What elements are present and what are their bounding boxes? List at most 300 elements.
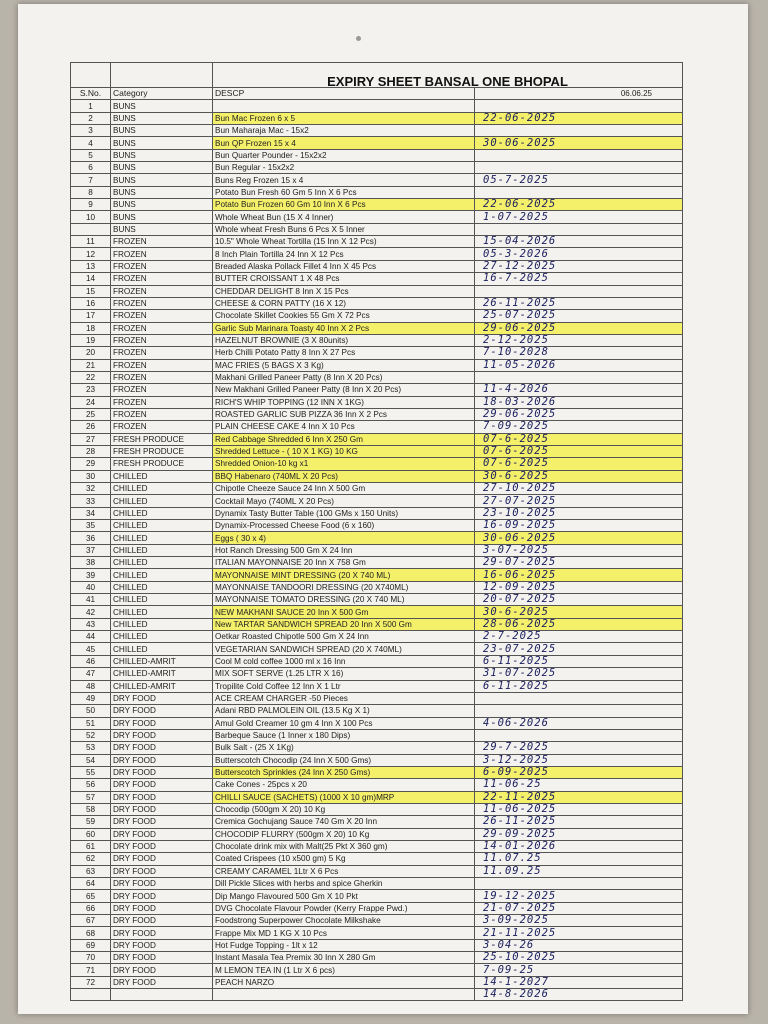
- row-desc: DVG Chocolate Flavour Powder (Kerry Frappe Pwd.): [213, 902, 475, 914]
- table-row: [71, 149, 683, 161]
- row-desc: Bun QP Frozen 15 x 4: [213, 137, 475, 149]
- row-expiry: 3-04-26: [475, 939, 683, 951]
- row-category: CHILLED: [111, 520, 213, 532]
- row-expiry: 14-8-2026: [475, 989, 683, 1001]
- table-row: [71, 396, 683, 408]
- row-desc: Dynamix-Processed Cheese Food (6 x 160): [213, 520, 475, 532]
- row-sno: 23: [71, 384, 111, 396]
- row-expiry: 30-06-2025: [475, 532, 683, 544]
- row-sno: 43: [71, 618, 111, 630]
- row-category: FROZEN: [111, 285, 213, 297]
- table-row: [71, 976, 683, 988]
- table-row: [71, 557, 683, 569]
- row-desc: Cremica Gochujang Sauce 740 Gm X 20 Inn: [213, 816, 475, 828]
- row-expiry: 28-06-2025: [475, 618, 683, 630]
- row-expiry: 29-06-2025: [475, 408, 683, 420]
- row-desc: Chocolate drink mix with Malt(25 Pkt X 360 gm): [213, 840, 475, 852]
- row-category: CHILLED-AMRIT: [111, 680, 213, 692]
- row-desc: MAYONNAISE TOMATO DRESSING (20 X 740 ML): [213, 594, 475, 606]
- row-sno: 19: [71, 334, 111, 346]
- row-sno: 69: [71, 939, 111, 951]
- row-sno: 24: [71, 396, 111, 408]
- row-sno: 20: [71, 347, 111, 359]
- table-row: [71, 779, 683, 791]
- table-row: [71, 816, 683, 828]
- row-category: DRY FOOD: [111, 902, 213, 914]
- row-category: BUNS: [111, 162, 213, 174]
- row-expiry: [475, 100, 683, 112]
- row-expiry: 26-11-2025: [475, 816, 683, 828]
- row-category: BUNS: [111, 199, 213, 211]
- row-desc: VEGETARIAN SANDWICH SPREAD (20 X 740ML): [213, 643, 475, 655]
- row-category: CHILLED: [111, 483, 213, 495]
- table-row: [71, 865, 683, 877]
- row-category: FRESH PRODUCE: [111, 433, 213, 445]
- row-desc: MAYONNAISE TANDOORI DRESSING (20 X740ML): [213, 581, 475, 593]
- row-desc: CHEDDAR DELIGHT 8 Inn X 15 Pcs: [213, 285, 475, 297]
- row-desc: Bulk Salt - (25 X 1Kg): [213, 742, 475, 754]
- row-sno: 52: [71, 729, 111, 741]
- row-sno: 28: [71, 445, 111, 457]
- row-expiry: [475, 371, 683, 383]
- row-sno: 57: [71, 791, 111, 803]
- table-row: [71, 445, 683, 457]
- row-sno: 10: [71, 211, 111, 223]
- row-expiry: 2-12-2025: [475, 334, 683, 346]
- row-desc: Tropilite Cold Coffee 12 Inn X 1 Ltr: [213, 680, 475, 692]
- row-expiry: 30-06-2025: [475, 137, 683, 149]
- row-expiry: 07-6-2025: [475, 445, 683, 457]
- table-row: [71, 742, 683, 754]
- row-category: DRY FOOD: [111, 803, 213, 815]
- row-desc: PEACH NARZO: [213, 976, 475, 988]
- row-expiry: 30-6-2025: [475, 470, 683, 482]
- table-row: [71, 853, 683, 865]
- row-desc: Chocolate Skillet Cookies 55 Gm X 72 Pcs: [213, 310, 475, 322]
- row-desc: [213, 100, 475, 112]
- row-expiry: 27-10-2025: [475, 483, 683, 495]
- row-sno: 17: [71, 310, 111, 322]
- table-row: [71, 520, 683, 532]
- row-desc: Hot Ranch Dressing 500 Gm X 24 Inn: [213, 544, 475, 556]
- row-desc: Cool M cold coffee 1000 ml x 16 Inn: [213, 655, 475, 667]
- row-sno: 40: [71, 581, 111, 593]
- table-row: [71, 371, 683, 383]
- row-expiry: 6-09-2025: [475, 766, 683, 778]
- row-desc: Eggs ( 30 x 4): [213, 532, 475, 544]
- table-row: [71, 692, 683, 704]
- row-desc: CHOCODIP FLURRY (500gm X 20) 10 Kg: [213, 828, 475, 840]
- table-row: [71, 705, 683, 717]
- row-sno: 11: [71, 236, 111, 248]
- row-category: FRESH PRODUCE: [111, 445, 213, 457]
- table-row: [71, 174, 683, 186]
- row-sno: 45: [71, 643, 111, 655]
- row-sno: 70: [71, 952, 111, 964]
- row-sno: [71, 223, 111, 235]
- table-row: [71, 544, 683, 556]
- row-category: CHILLED: [111, 631, 213, 643]
- table-row: [71, 297, 683, 309]
- row-category: DRY FOOD: [111, 840, 213, 852]
- row-category: CHILLED: [111, 606, 213, 618]
- row-expiry: 29-07-2025: [475, 557, 683, 569]
- table-row: [71, 964, 683, 976]
- table-row: [71, 211, 683, 223]
- table-row: [71, 285, 683, 297]
- row-sno: 35: [71, 520, 111, 532]
- row-expiry: 7-09-2025: [475, 421, 683, 433]
- table-row: [71, 828, 683, 840]
- row-sno: 39: [71, 569, 111, 581]
- row-expiry: [475, 729, 683, 741]
- row-expiry: 23-10-2025: [475, 507, 683, 519]
- row-expiry: 14-01-2026: [475, 840, 683, 852]
- row-sno: 32: [71, 483, 111, 495]
- table-row: [71, 631, 683, 643]
- row-expiry: [475, 878, 683, 890]
- table-row: [71, 458, 683, 470]
- row-expiry: 23-07-2025: [475, 643, 683, 655]
- row-category: CHILLED: [111, 544, 213, 556]
- row-sno: 68: [71, 927, 111, 939]
- row-desc: Frappe Mix MD 1 KG X 10 Pcs: [213, 927, 475, 939]
- row-desc: PLAIN CHEESE CAKE 4 Inn X 10 Pcs: [213, 421, 475, 433]
- row-category: FROZEN: [111, 236, 213, 248]
- table-row: [71, 470, 683, 482]
- row-expiry: 7-09-25: [475, 964, 683, 976]
- row-category: DRY FOOD: [111, 915, 213, 927]
- row-category: FROZEN: [111, 384, 213, 396]
- table-row: [71, 495, 683, 507]
- row-category: FROZEN: [111, 297, 213, 309]
- row-category: BUNS: [111, 211, 213, 223]
- row-sno: 16: [71, 297, 111, 309]
- row-expiry: 30-6-2025: [475, 606, 683, 618]
- row-expiry: 29-09-2025: [475, 828, 683, 840]
- row-desc: Cake Cones - 25pcs x 20: [213, 779, 475, 791]
- table-row: [71, 939, 683, 951]
- table-row: [71, 766, 683, 778]
- table-row: [71, 223, 683, 235]
- row-sno: 14: [71, 273, 111, 285]
- row-sno: 71: [71, 964, 111, 976]
- row-sno: 61: [71, 840, 111, 852]
- row-desc: Dynamix Tasty Butter Table (100 GMs x 150 Units): [213, 507, 475, 519]
- table-row: [71, 878, 683, 890]
- row-desc: Hot Fudge Topping - 1lt x 12: [213, 939, 475, 951]
- row-sno: 59: [71, 816, 111, 828]
- table-row: [71, 581, 683, 593]
- table-row: [71, 334, 683, 346]
- row-category: BUNS: [111, 223, 213, 235]
- row-category: DRY FOOD: [111, 766, 213, 778]
- row-sno: 46: [71, 655, 111, 667]
- row-desc: Amul Gold Creamer 10 gm 4 Inn X 100 Pcs: [213, 717, 475, 729]
- row-expiry: 11-06-2025: [475, 803, 683, 815]
- row-category: CHILLED: [111, 532, 213, 544]
- row-desc: Garlic Sub Marinara Toasty 40 Inn X 2 Pcs: [213, 322, 475, 334]
- table-row: [71, 594, 683, 606]
- row-sno: 33: [71, 495, 111, 507]
- table-row: [71, 273, 683, 285]
- row-category: DRY FOOD: [111, 878, 213, 890]
- header-desc: DESCP: [213, 88, 475, 100]
- row-desc: Bun Maharaja Mac - 15x2: [213, 125, 475, 137]
- table-row: [71, 137, 683, 149]
- row-sno: 55: [71, 766, 111, 778]
- row-category: DRY FOOD: [111, 717, 213, 729]
- row-sno: 47: [71, 668, 111, 680]
- row-desc: Foodstrong Superpower Chocolate Milkshake: [213, 915, 475, 927]
- row-category: CHILLED: [111, 495, 213, 507]
- row-sno: 53: [71, 742, 111, 754]
- table-row: [71, 199, 683, 211]
- row-category: DRY FOOD: [111, 828, 213, 840]
- row-expiry: 29-7-2025: [475, 742, 683, 754]
- row-sno: 56: [71, 779, 111, 791]
- table-row: [71, 236, 683, 248]
- table-row: [71, 532, 683, 544]
- row-category: FROZEN: [111, 322, 213, 334]
- table-row: [71, 754, 683, 766]
- row-expiry: 16-06-2025: [475, 569, 683, 581]
- row-desc: Butterscotch Sprinkles (24 Inn X 250 Gms): [213, 766, 475, 778]
- table-row: [71, 915, 683, 927]
- table-row: [71, 680, 683, 692]
- row-sno: 30: [71, 470, 111, 482]
- row-category: FROZEN: [111, 248, 213, 260]
- row-expiry: 6-11-2025: [475, 680, 683, 692]
- row-category: DRY FOOD: [111, 952, 213, 964]
- sheet-title: EXPIRY SHEET BANSAL ONE BHOPAL: [213, 63, 683, 88]
- row-sno: 51: [71, 717, 111, 729]
- row-desc: Buns Reg Frozen 15 x 4: [213, 174, 475, 186]
- row-category: FROZEN: [111, 371, 213, 383]
- row-expiry: 4-06-2026: [475, 717, 683, 729]
- table-row: [71, 260, 683, 272]
- row-sno: 44: [71, 631, 111, 643]
- row-desc: RICH'S WHIP TOPPING (12 INN X 1KG): [213, 396, 475, 408]
- row-expiry: 31-07-2025: [475, 668, 683, 680]
- row-sno: 64: [71, 878, 111, 890]
- row-expiry: [475, 705, 683, 717]
- table-row: [71, 618, 683, 630]
- table-row: [71, 803, 683, 815]
- row-desc: Chocodip (500gm X 20) 10 Kg: [213, 803, 475, 815]
- table-row: [71, 729, 683, 741]
- row-desc: Coated Crispees (10 x500 gm) 5 Kg: [213, 853, 475, 865]
- row-expiry: 22-06-2025: [475, 199, 683, 211]
- table-row: [71, 359, 683, 371]
- table-row: [71, 655, 683, 667]
- row-category: DRY FOOD: [111, 927, 213, 939]
- row-category: DRY FOOD: [111, 976, 213, 988]
- row-category: CHILLED: [111, 581, 213, 593]
- punch-hole: [356, 36, 361, 41]
- row-desc: CHILLI SAUCE (SACHETS) (1000 X 10 gm)MRP: [213, 791, 475, 803]
- row-desc: [213, 989, 475, 1001]
- table-row: [71, 421, 683, 433]
- row-desc: Barbeque Sauce (1 Inner x 180 Dips): [213, 729, 475, 741]
- row-category: DRY FOOD: [111, 705, 213, 717]
- table-row: [71, 322, 683, 334]
- row-desc: CHEESE & CORN PATTY (16 X 12): [213, 297, 475, 309]
- row-desc: Instant Masala Tea Premix 30 Inn X 280 Gm: [213, 952, 475, 964]
- table-row: [71, 125, 683, 137]
- row-desc: ROASTED GARLIC SUB PIZZA 36 Inn X 2 Pcs: [213, 408, 475, 420]
- row-desc: MAC FRIES (5 BAGS X 3 Kg): [213, 359, 475, 371]
- row-sno: 62: [71, 853, 111, 865]
- row-desc: Cocktail Mayo (740ML X 20 Pcs): [213, 495, 475, 507]
- row-category: FROZEN: [111, 347, 213, 359]
- row-expiry: 2-7-2025: [475, 631, 683, 643]
- row-desc: ACE CREAM CHARGER -50 Pieces: [213, 692, 475, 704]
- table-row: [71, 310, 683, 322]
- row-sno: 8: [71, 186, 111, 198]
- row-sno: 5: [71, 149, 111, 161]
- row-expiry: 26-11-2025: [475, 297, 683, 309]
- row-desc: Whole wheat Fresh Buns 6 Pcs X 5 Inner: [213, 223, 475, 235]
- row-category: FROZEN: [111, 260, 213, 272]
- row-category: [111, 989, 213, 1001]
- row-sno: 26: [71, 421, 111, 433]
- table-row: [71, 606, 683, 618]
- row-desc: Bun Quarter Pounder - 15x2x2: [213, 149, 475, 161]
- row-sno: 18: [71, 322, 111, 334]
- row-desc: Makhani Grilled Paneer Patty (8 Inn X 20 Pcs): [213, 371, 475, 383]
- row-category: DRY FOOD: [111, 791, 213, 803]
- expiry-table: [70, 62, 683, 1001]
- row-expiry: 21-07-2025: [475, 902, 683, 914]
- row-expiry: [475, 125, 683, 137]
- row-category: CHILLED: [111, 507, 213, 519]
- row-desc: Potato Bun Fresh 60 Gm 5 Inn X 6 Pcs: [213, 186, 475, 198]
- row-expiry: 11-05-2026: [475, 359, 683, 371]
- table-row: [71, 347, 683, 359]
- header-category: Category: [111, 88, 213, 100]
- row-category: DRY FOOD: [111, 865, 213, 877]
- row-expiry: 3-09-2025: [475, 915, 683, 927]
- row-expiry: 7-10-2028: [475, 347, 683, 359]
- row-desc: Breaded Alaska Pollack Fillet 4 Inn X 45 Pcs: [213, 260, 475, 272]
- row-sno: 36: [71, 532, 111, 544]
- row-desc: Whole Wheat Bun (15 X 4 Inner): [213, 211, 475, 223]
- row-category: FROZEN: [111, 421, 213, 433]
- row-sno: 37: [71, 544, 111, 556]
- row-expiry: 6-11-2025: [475, 655, 683, 667]
- row-desc: NEW MAKHANI SAUCE 20 Inn X 500 Gm: [213, 606, 475, 618]
- row-sno: 1: [71, 100, 111, 112]
- row-category: BUNS: [111, 174, 213, 186]
- row-sno: 60: [71, 828, 111, 840]
- row-sno: 48: [71, 680, 111, 692]
- row-desc: Bun Mac Frozen 6 x 5: [213, 112, 475, 124]
- table-row: [71, 989, 683, 1001]
- sheet-date: 06.06.25: [475, 88, 683, 100]
- table-row: [71, 112, 683, 124]
- row-sno: 50: [71, 705, 111, 717]
- row-category: FROZEN: [111, 334, 213, 346]
- row-sno: 4: [71, 137, 111, 149]
- row-expiry: 22-06-2025: [475, 112, 683, 124]
- row-expiry: 3-12-2025: [475, 754, 683, 766]
- row-sno: 9: [71, 199, 111, 211]
- row-category: DRY FOOD: [111, 754, 213, 766]
- row-category: CHILLED: [111, 569, 213, 581]
- row-expiry: 19-12-2025: [475, 890, 683, 902]
- row-expiry: 29-06-2025: [475, 322, 683, 334]
- row-category: DRY FOOD: [111, 964, 213, 976]
- table-row: [71, 717, 683, 729]
- row-category: FROZEN: [111, 310, 213, 322]
- row-expiry: 21-11-2025: [475, 927, 683, 939]
- row-sno: 58: [71, 803, 111, 815]
- row-category: BUNS: [111, 186, 213, 198]
- row-expiry: [475, 186, 683, 198]
- row-expiry: 3-07-2025: [475, 544, 683, 556]
- row-sno: 54: [71, 754, 111, 766]
- row-desc: Adani RBD PALMOLEIN OIL (13.5 Kg X 1): [213, 705, 475, 717]
- row-desc: Dip Mango Flavoured 500 Gm X 10 Pkt: [213, 890, 475, 902]
- row-desc: Potato Bun Frozen 60 Gm 10 Inn X 6 Pcs: [213, 199, 475, 211]
- row-category: CHILLED-AMRIT: [111, 668, 213, 680]
- row-category: FROZEN: [111, 273, 213, 285]
- row-expiry: 18-03-2026: [475, 396, 683, 408]
- row-category: DRY FOOD: [111, 890, 213, 902]
- row-sno: 65: [71, 890, 111, 902]
- row-category: CHILLED: [111, 618, 213, 630]
- table-row: [71, 483, 683, 495]
- row-expiry: [475, 223, 683, 235]
- row-desc: Oetkar Roasted Chipotle 500 Gm X 24 Inn: [213, 631, 475, 643]
- row-desc: 8 Inch Plain Tortilla 24 Inn X 12 Pcs: [213, 248, 475, 260]
- row-category: CHILLED: [111, 470, 213, 482]
- row-sno: 67: [71, 915, 111, 927]
- header-sno: S.No.: [71, 88, 111, 100]
- row-desc: CREAMY CARAMEL 1Ltr X 6 Pcs: [213, 865, 475, 877]
- row-expiry: 16-09-2025: [475, 520, 683, 532]
- row-desc: MIX SOFT SERVE (1.25 LTR X 16): [213, 668, 475, 680]
- table-row: [71, 791, 683, 803]
- row-expiry: 15-04-2026: [475, 236, 683, 248]
- row-expiry: 27-07-2025: [475, 495, 683, 507]
- row-desc: Butterscotch Chocodip (24 Inn X 500 Gms): [213, 754, 475, 766]
- row-sno: 25: [71, 408, 111, 420]
- table-row: [71, 433, 683, 445]
- row-expiry: 12-09-2025: [475, 581, 683, 593]
- row-expiry: 1-07-2025: [475, 211, 683, 223]
- row-category: CHILLED: [111, 557, 213, 569]
- row-expiry: 11.09.25: [475, 865, 683, 877]
- row-sno: 12: [71, 248, 111, 260]
- row-category: BUNS: [111, 125, 213, 137]
- row-category: DRY FOOD: [111, 816, 213, 828]
- row-sno: 3: [71, 125, 111, 137]
- row-desc: Dill Pickle Slices with herbs and spice Gherkin: [213, 878, 475, 890]
- row-desc: 10.5" Whole Wheat Tortilla (15 Inn X 12 Pcs): [213, 236, 475, 248]
- row-expiry: [475, 285, 683, 297]
- row-expiry: 22-11-2025: [475, 791, 683, 803]
- table-row: [71, 890, 683, 902]
- row-sno: 63: [71, 865, 111, 877]
- row-sno: 42: [71, 606, 111, 618]
- row-sno: 38: [71, 557, 111, 569]
- table-row: [71, 840, 683, 852]
- row-desc: Chipotle Cheeze Sauce 24 Inn X 500 Gm: [213, 483, 475, 495]
- row-expiry: 11-4-2026: [475, 384, 683, 396]
- row-sno: 29: [71, 458, 111, 470]
